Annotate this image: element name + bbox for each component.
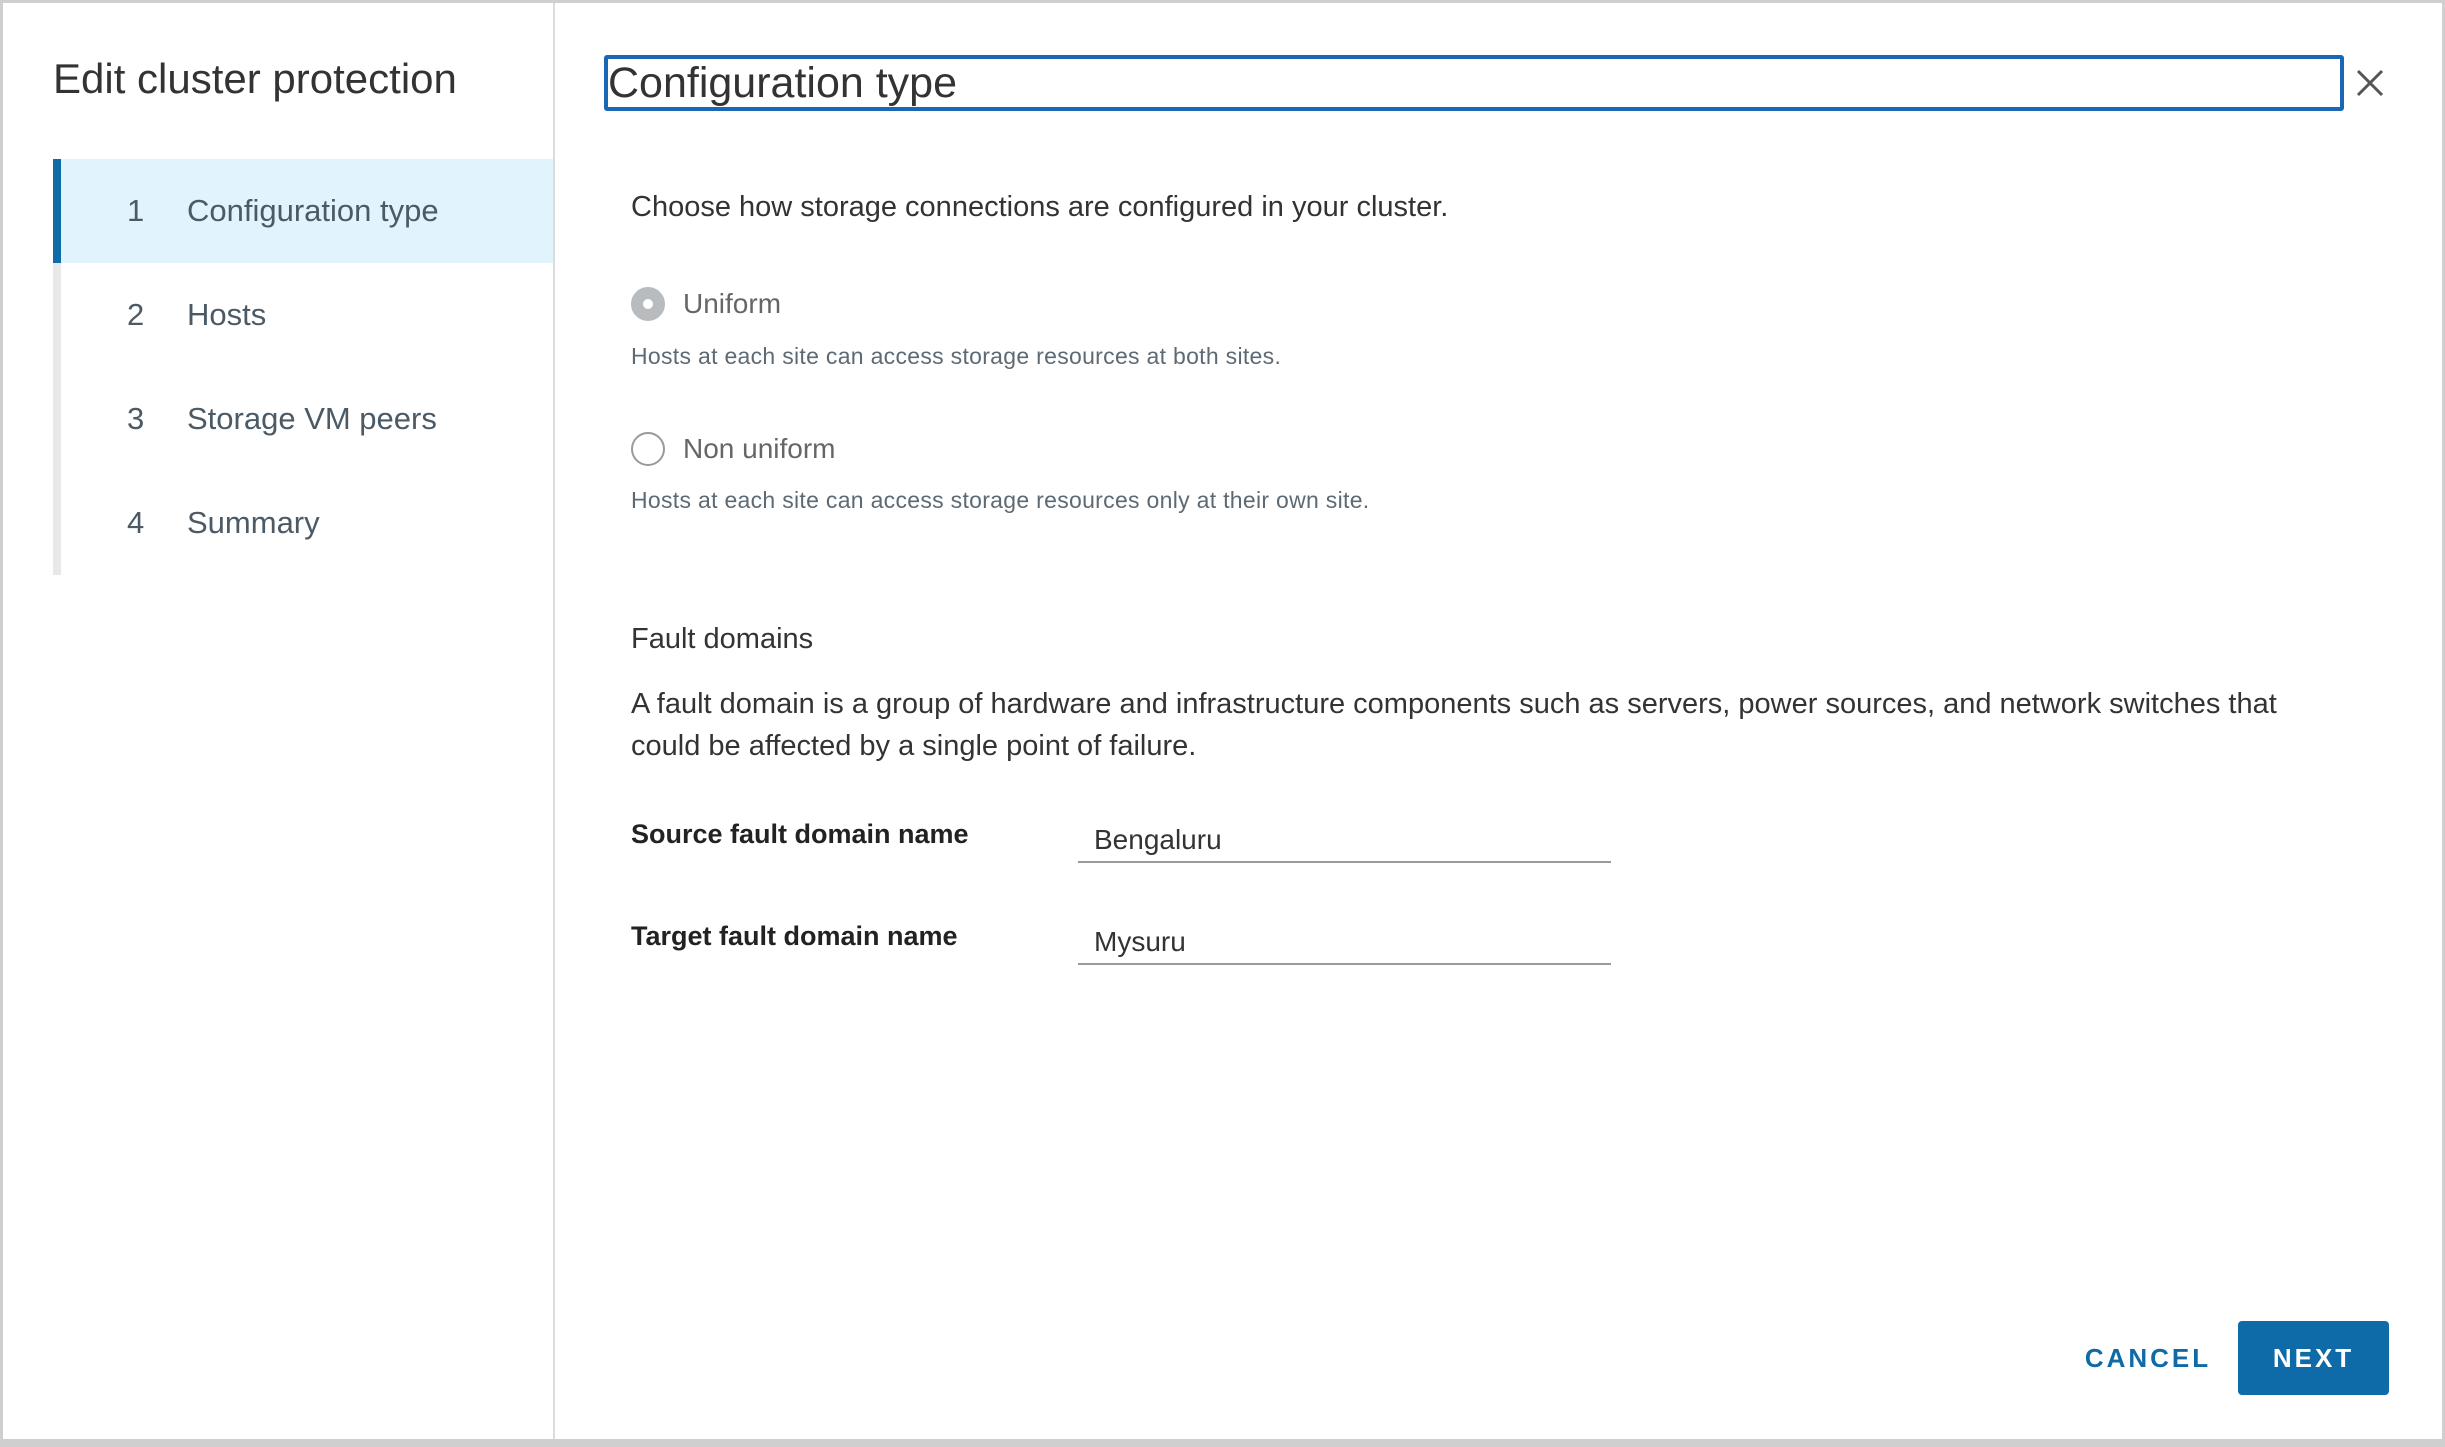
step-hosts[interactable] xyxy=(53,263,553,367)
step-number: 4 xyxy=(127,505,145,540)
wizard-sidebar xyxy=(3,3,555,1439)
dialog-title: Edit cluster protection xyxy=(53,55,457,102)
radio-button-checked[interactable] xyxy=(631,287,665,321)
source-fault-domain-label: Source fault domain name xyxy=(631,819,969,849)
radio-non-uniform[interactable] xyxy=(631,432,836,466)
fault-domains-description: A fault domain is a group of hardware and infrastructure components such as servers, power sources, and network switches that could be affected by a single point of failure. xyxy=(631,688,2277,762)
radio-help-uniform: Hosts at each site can access storage resources at both sites. xyxy=(631,343,1282,369)
radio-button[interactable] xyxy=(631,432,665,466)
step-label: Summary xyxy=(187,505,320,540)
radio-help-non-uniform: Hosts at each site can access storage resources only at their own site. xyxy=(631,487,1370,513)
target-fault-domain-input[interactable] xyxy=(1078,921,1611,965)
step-configuration-type[interactable] xyxy=(53,159,553,263)
step-label: Storage VM peers xyxy=(187,401,437,436)
wizard-content xyxy=(558,3,2445,1439)
cancel-button[interactable]: CANCEL xyxy=(2058,1321,2238,1395)
next-button[interactable]: NEXT xyxy=(2238,1321,2389,1395)
wizard-steps xyxy=(53,159,553,575)
page-title: Configuration type xyxy=(608,59,957,107)
target-fault-domain-label: Target fault domain name xyxy=(631,921,958,951)
step-number: 2 xyxy=(127,297,145,332)
step-number: 3 xyxy=(127,401,145,436)
step-label: Configuration type xyxy=(187,193,439,228)
close-icon xyxy=(2348,61,2392,105)
fault-domains-title: Fault domains xyxy=(631,623,814,655)
radio-label: Non uniform xyxy=(683,433,836,464)
step-summary[interactable] xyxy=(53,471,553,575)
radio-label: Uniform xyxy=(683,288,782,319)
step-label: Hosts xyxy=(187,297,267,332)
step-number: 1 xyxy=(127,193,145,228)
intro-text: Choose how storage connections are configured in your cluster. xyxy=(631,191,1449,223)
step-storage-vm-peers[interactable] xyxy=(53,367,553,471)
page-heading-focus xyxy=(604,55,2344,111)
source-fault-domain-input[interactable] xyxy=(1078,819,1611,863)
radio-uniform[interactable] xyxy=(631,287,781,321)
close-button[interactable] xyxy=(2348,61,2392,105)
